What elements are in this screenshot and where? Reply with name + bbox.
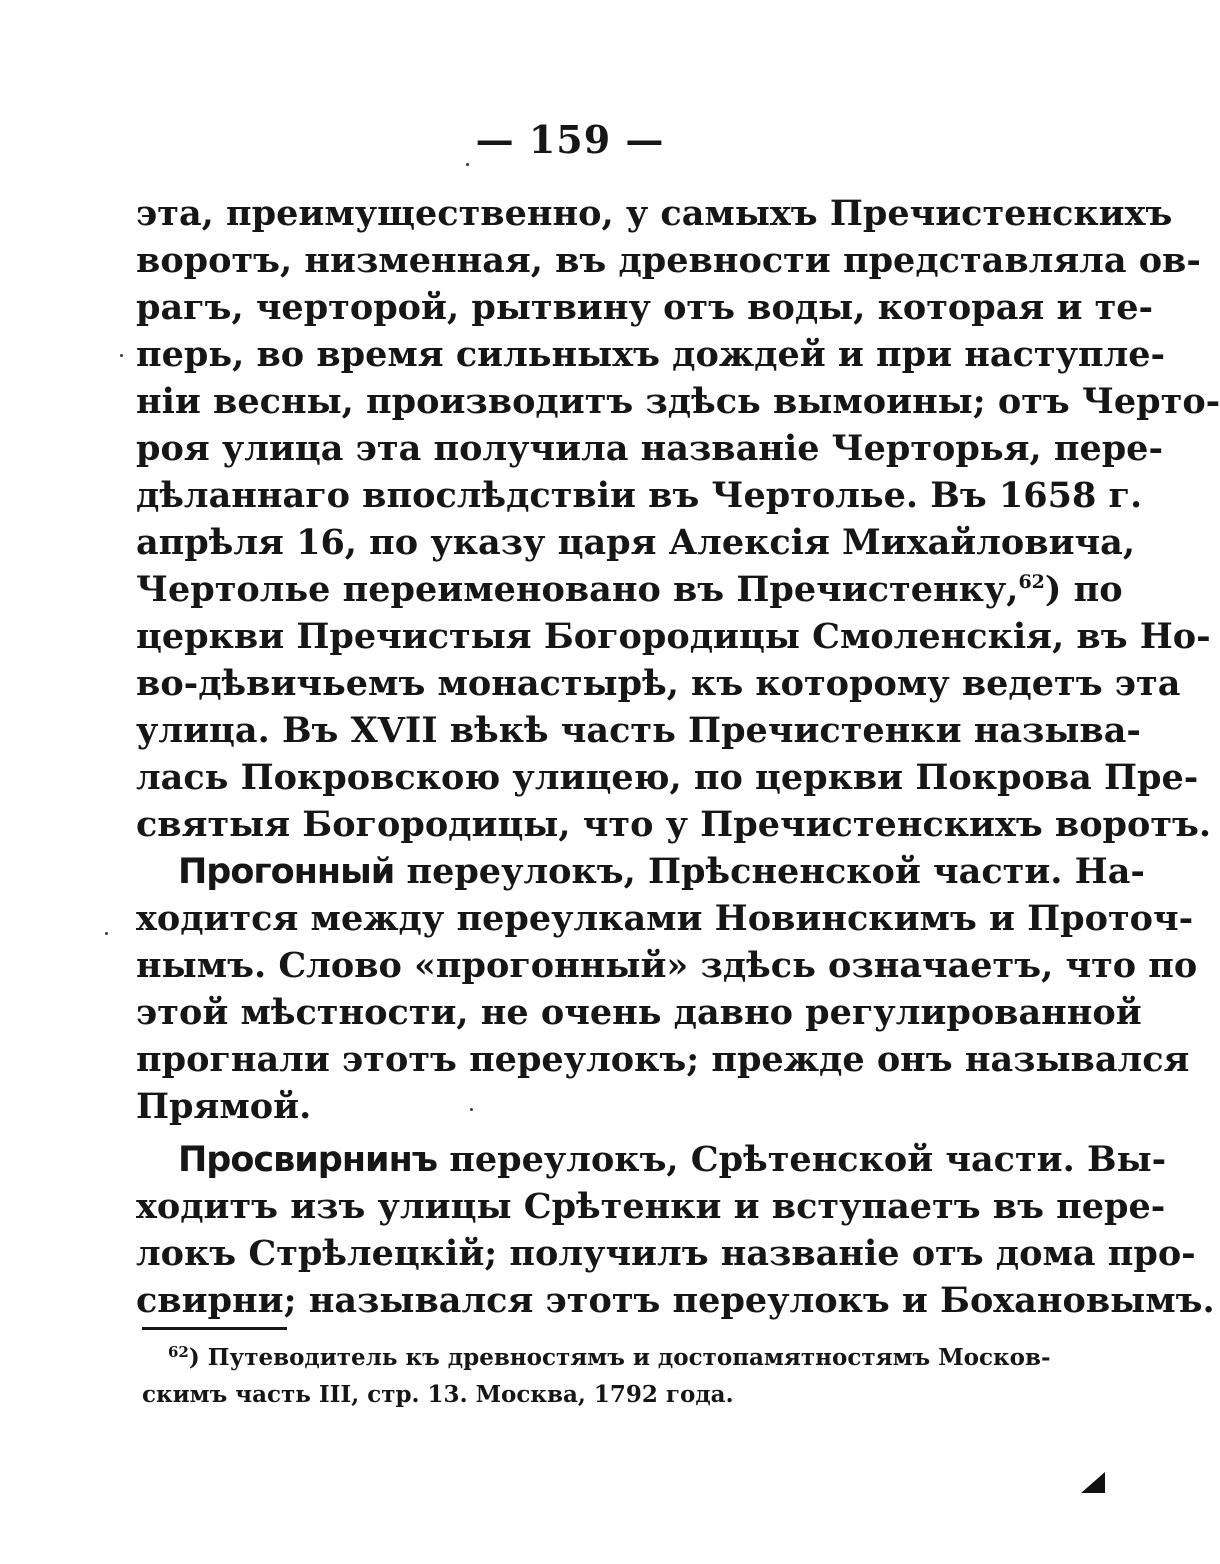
text-line: дѣланнаго впослѣдствiи въ Чертолье. Въ 1658 г.	[136, 475, 1143, 516]
text-line-with-footnote	[136, 566, 1123, 613]
text-line: лась Покровскою улицею, по церкви Покрова Пре-	[136, 757, 1199, 798]
text-line: воротъ, низменная, въ древности представляла ов-	[136, 240, 1201, 281]
footnote-line	[142, 1339, 1051, 1376]
main-text	[136, 190, 1220, 1324]
text-segment: переулокъ, Срѣтенской части. Вы-	[437, 1139, 1167, 1180]
page-number: — 159 —	[475, 117, 665, 162]
text-line: локъ Стрѣлецкiй; получилъ названiе отъ дома про-	[136, 1233, 1196, 1274]
text-line: свирни; назывался этотъ переулокъ и Бохановымъ.	[136, 1280, 1215, 1321]
text-segment: ) по	[1044, 569, 1123, 610]
entry-progonny-heading-line	[136, 848, 1145, 895]
footnote-text: ) Путеводитель къ древностямъ и достопамятностямъ Москов-	[188, 1344, 1051, 1371]
entry-prosvirnin-heading-line	[136, 1136, 1167, 1183]
text-line: нымъ. Слово «прогонный» здѣсь означаетъ, что по	[136, 945, 1198, 986]
scan-corner-mark	[1079, 1470, 1107, 1495]
text-line: эта, преимущественно, у самыхъ Пречистенскихъ	[136, 193, 1173, 234]
text-line: святыя Богородицы, что у Пречистенскихъ воротъ.	[136, 804, 1212, 845]
footnote	[142, 1339, 1051, 1413]
text-line: этой мѣстности, не очень давно регулированной	[136, 992, 1142, 1033]
footnote-mark: 62	[168, 1343, 189, 1361]
text-line: роя улица эта получила названiе Черторья, пере-	[136, 428, 1163, 469]
text-line: нiи весны, производитъ здѣсь вымоины; отъ Черто-	[136, 381, 1220, 422]
text-line: апрѣля 16, по указу царя Алексiя Михайловича,	[136, 522, 1136, 563]
scan-speck	[470, 1108, 473, 1111]
footnote-reference[interactable]: 62	[1018, 571, 1045, 593]
text-line: ходитъ изъ улицы Срѣтенки и вступаетъ въ пере-	[136, 1186, 1166, 1227]
text-line: перь, во время сильныхъ дождей и при наступле-	[136, 334, 1166, 375]
scan-speck	[120, 354, 123, 357]
footnote-line: скимъ часть III, стр. 13. Москва, 1792 года.	[142, 1381, 734, 1408]
text-line: рагъ, черторой, рытвину отъ воды, которая и те-	[136, 287, 1154, 328]
text-line: ходится между переулками Новинскимъ и Проточ-	[136, 898, 1194, 939]
text-segment: Чертолье переименовано въ Пречистенку,	[136, 569, 1019, 610]
footnote-separator	[142, 1327, 287, 1330]
scan-speck	[105, 932, 108, 935]
entry-term-progonny: Прогонный	[178, 852, 395, 892]
text-line: Прямой.	[136, 1086, 312, 1127]
text-line: во-дѣвичьемъ монастырѣ, къ которому ведетъ эта	[136, 663, 1181, 704]
text-line: церкви Пречистыя Богородицы Смоленскiя, въ Но-	[136, 616, 1211, 657]
text-line: улица. Въ XVII вѣкѣ часть Пречистенки называ-	[136, 710, 1141, 751]
text-line: прогнали этотъ переулокъ; прежде онъ назывался	[136, 1039, 1190, 1080]
scan-speck	[466, 163, 469, 166]
text-segment: переулокъ, Прѣсненской части. На-	[394, 851, 1145, 892]
entry-term-prosvirnin: Просвирнинъ	[178, 1140, 438, 1180]
